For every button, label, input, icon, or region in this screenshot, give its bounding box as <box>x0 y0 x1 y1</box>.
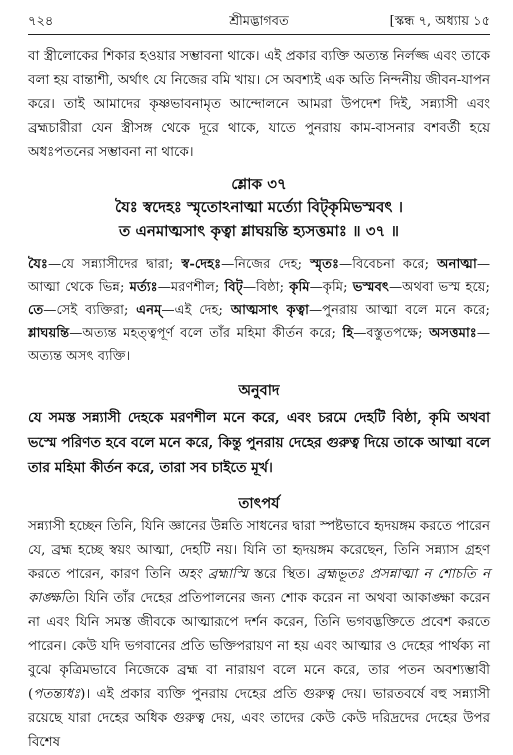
meaning: বস্তুতপক্ষে; <box>366 326 430 341</box>
sanskrit-phrase: পতন্ত্যধঃ <box>33 687 81 702</box>
term: বিট্ <box>224 280 243 295</box>
meaning: অথবা ভস্ম হয়ে; <box>402 280 490 295</box>
sanskrit-phrase: অহং ব্রহ্মাস্মি <box>177 567 248 582</box>
meaning: যে সন্ন্যাসীদের দ্বারা; <box>61 257 182 272</box>
header-divider <box>28 34 490 35</box>
chapter-reference: [স্কন্ধ ৭, অধ্যায় ১৫ <box>389 14 490 29</box>
sanskrit-phrase: ব্রহ্মভূতঃ প্রসন্নাত্মা ন শোচতি ন কাঙ্ক্ষতি <box>28 567 490 606</box>
book-page <box>28 10 490 755</box>
term: আত্মসাৎ কৃত্বা <box>230 303 309 318</box>
purport-heading: তাৎপর্য <box>238 495 280 512</box>
term: স্মৃতঃ <box>310 257 340 272</box>
translation-heading: অনুবাদ <box>238 382 280 399</box>
meaning: অত্যন্ত অসৎ ব্যক্তি। <box>28 349 131 364</box>
purport-part: সন্ন্যাসী হচ্ছেন তিনি, যিনি জ্ঞানের উন্নতি সাধনের দ্বারা স্পষ্টভাবে হৃদয়ঙ্গম করতে পারেন যে, ব্রহ্ম হচ্ছে স্বয়ং আত্মা, দেহটি নয়। যিনি তা হৃদয়ঙ্গম করেছেন, তিনি সন্ন্যাস গ্রহণ করতে পারেন, কারণ তিনি <box>28 519 490 582</box>
meaning: সেই ব্যক্তিরা; <box>56 303 137 318</box>
meaning: বিবেচনা করে; <box>352 257 438 272</box>
term: তে <box>28 303 44 318</box>
term: মর্ত্যঃ <box>129 280 158 295</box>
term: ভস্মবৎ <box>352 280 389 295</box>
book-title: শ্রীমদ্ভাগবত <box>229 14 289 29</box>
sloka-heading: শ্লোক ৩৭ <box>231 175 287 193</box>
purport-part: স্তরে স্থিত। <box>247 567 317 582</box>
meaning: আত্মা থেকে ভিন্ন; <box>28 280 130 295</box>
purport-text <box>28 515 490 755</box>
meaning: নিজের দেহ; <box>234 257 311 272</box>
intro-paragraph: বা স্ত্রীলোকের শিকার হওয়ার সম্ভাবনা থাকে। এই প্রকার ব্যক্তি অত্যন্ত নির্লজ্জ এবং তাকে বলা হয় বান্তাশী, অর্থাৎ যে নিজের বমি খায়। সে অবশ্যই এক অতি নিন্দনীয় জীবন-যাপন করে। তাই আমাদের কৃষ্ণভাবনামৃত আন্দোলনে আমরা উপদেশ দিই, সন্ন্যাসী এবং ব্রহ্মচারীরা যেন স্ত্রীসঙ্গ থেকে দূরে থাকে, যাতে পুনরায় কাম-বাসনার বশবর্তী হয়ে অধঃপতনের সম্ভাবনা না থাকে। <box>28 49 490 160</box>
term: হি <box>342 326 354 341</box>
page-header <box>28 10 490 32</box>
word-meanings: যৈঃ—যে সন্ন্যাসীদের দ্বারা; স্ব-দেহঃ—নিজের দেহ; স্মৃতঃ—বিবেচনা করে; অনাত্মা—আত্মা থেকে ভিন্ন; মর্ত্যঃ—মরণশীল; বিট্—বিষ্ঠা; কৃমি—কৃমি; ভস্মবৎ—অথবা ভস্ম হয়ে; তে—সেই ব্যক্তিরা; এনম্—এই দেহ; আত্মসাৎ কৃত্বা—পুনরায় আত্মা বলে মনে করে; শ্লাঘয়ন্তি—অত্যন্ত মহত্ত্বপূর্ণ বলে তাঁর মহিমা কীর্তন করে; হি—বস্তুতপক্ষে; অসত্তমাঃ—অত্যন্ত অসৎ ব্যক্তি। <box>28 257 491 364</box>
meaning: অত্যন্ত মহত্ত্বপূর্ণ বলে তাঁর মহিমা কীর্তন করে; <box>82 326 343 341</box>
term: শ্লাঘয়ন্তি <box>28 326 70 341</box>
page-number: ৭২৪ <box>28 14 54 29</box>
term: স্ব-দেহঃ <box>181 257 222 272</box>
meaning: পুনরায় আত্মা বলে মনে করে; <box>322 303 490 318</box>
term: অসত্তমাঃ <box>429 326 477 341</box>
meaning: বিষ্ঠা; <box>256 280 290 295</box>
term: এনম্ <box>136 303 162 318</box>
term: অনাত্মা <box>437 257 477 272</box>
purport-part: )। এই প্রকার ব্যক্তি পুনরায় দেহের প্রতি গুরুত্ব দেয়। ভারতবর্ষে বহু সন্ন্যাসী রয়েছে যারা দেহের অধিক গুরুত্ব দেয়, এবং তাদের কেউ কেউ দরিদ্রদের দেহের উপর বিশেষ <box>28 687 490 750</box>
meaning: এই দেহ; <box>174 303 231 318</box>
meaning: মরণশীল; <box>170 280 225 295</box>
translation-text: যে সমস্ত সন্ন্যাসী দেহকে মরণশীল মনে করে, এবং চরমে দেহটি বিষ্ঠা, কৃমি অথবা ভস্মে পরিণত হবে বলে মনে করে, কিন্তু পুনরায় দেহের গুরুত্ব দিয়ে তাকে আত্মা বলে তার মহিমা কীর্তন করে, তারা সব চাইতে মূর্খ। <box>28 410 490 476</box>
term: কৃমি <box>289 280 310 295</box>
purport-part: । যিনি তাঁর দেহের প্রতিপালনের জন্য শোক করেন না অথবা আকাঙ্ক্ষা করেন না এবং যিনি সমস্ত জীবকে আত্মারূপে দর্শন করেন, তিনি ভগবদ্ভক্তিতে প্রবেশ করতে পারেন। কেউ যদি ভগবানের প্রতি ভক্তিপরায়ণ না হয় এবং আত্মার ও দেহের পার্থক্য না বুঝে কৃত্রিমভাবে নিজেকে ব্রহ্ম বা নারায়ণ বলে মনে করে, তার পতন অবশ্যম্ভাবী ( <box>28 591 490 702</box>
sloka-line-2: ত এনমাত্মসাৎ কৃত্বা শ্লাঘয়ন্তি হ্যসত্তমাঃ ॥ ৩৭ ॥ <box>119 222 399 240</box>
meaning: কৃমি; <box>322 280 353 295</box>
term: যৈঃ <box>28 257 48 272</box>
sloka-line-1: যৈঃ স্বদেহঃ স্মৃতোঽনাত্মা মর্ত্যো বিট্‌কৃমিভস্মবৎ । <box>115 198 403 216</box>
